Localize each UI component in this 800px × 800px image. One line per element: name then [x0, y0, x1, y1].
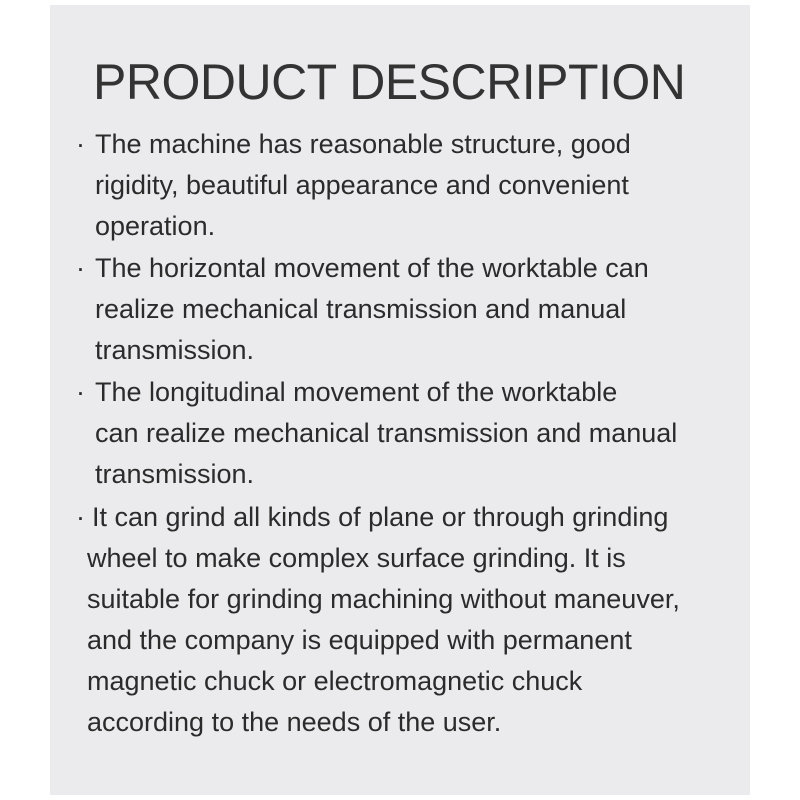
item-1-line-2: rigidity, beautiful appearance and convenient — [95, 170, 629, 200]
item-3-line-3: transmission. — [95, 459, 255, 489]
bullet-marker: · — [76, 253, 85, 283]
item-2-line-3: transmission. — [95, 335, 255, 365]
item-2-line-1: The horizontal movement of the worktable can — [95, 253, 649, 283]
bullet-marker: · — [76, 377, 85, 407]
item-4-line-6: according to the needs of the user. — [87, 707, 502, 737]
item-4-line-4: and the company is equipped with permanent — [87, 625, 632, 655]
item-3-line-2: can realize mechanical transmission and manual — [95, 418, 678, 448]
item-4-line-1: It can grind all kinds of plane or through grinding — [92, 502, 669, 532]
item-1-line-3: operation. — [95, 211, 216, 241]
item-4-line-3: suitable for grinding machining without maneuver, — [87, 584, 680, 614]
item-4-line-2: wheel to make complex surface grinding. It is — [87, 543, 626, 573]
item-4-line-5: magnetic chuck or electromagnetic chuck — [87, 666, 583, 696]
bullet-marker: · — [76, 502, 85, 532]
item-2-line-2: realize mechanical transmission and manual — [95, 294, 627, 324]
item-1-line-1: The machine has reasonable structure, good — [95, 129, 631, 159]
page-title: PRODUCT DESCRIPTION — [93, 54, 686, 110]
item-3-line-1: The longitudinal movement of the worktable — [95, 377, 618, 407]
bullet-marker: · — [76, 129, 85, 159]
